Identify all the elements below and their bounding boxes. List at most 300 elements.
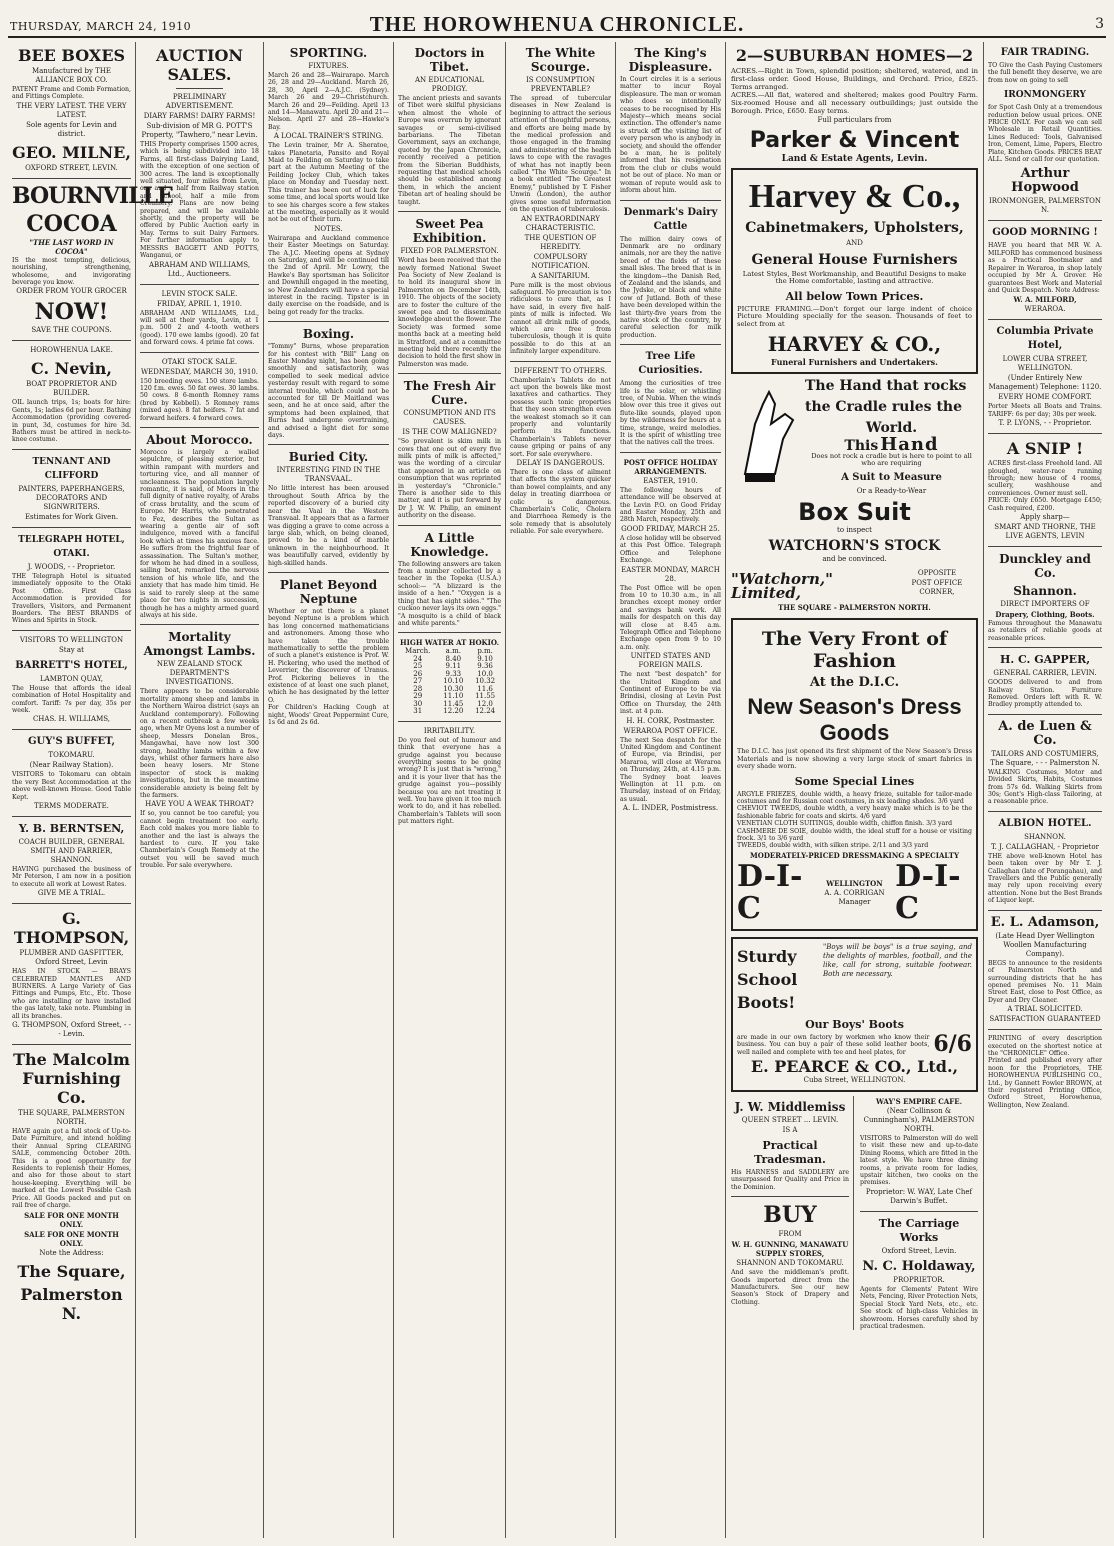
- harvey-below: All below Town Prices.: [785, 289, 924, 303]
- boots-ours: Our Boys' Boots: [805, 1017, 904, 1031]
- hand-this: This: [844, 438, 879, 455]
- buy-body: And save the middleman's profit. Goods imported direct from the Manufacturers. See our new Season's Stock of Drapery and Clothing.: [731, 1269, 849, 1306]
- harvey-picture: PICTURE FRAMING.—Don't forget our large indent of choice Picture Moulding specially for the season. Thousands of feet to select from at: [737, 304, 972, 328]
- divider: [398, 211, 501, 212]
- dic-mgr: A. A. CORRIGAN Manager: [824, 888, 885, 906]
- sporting-body: March 26 and 28—Wairarapo. March 26, 28 and 29—Auckland. March 26, 28, 30, April 2—A.J.C. (Sydney). March 26 and 29—Christchurch. March 26 and 29—Feilding. April 13 and 14—Manawatu. April 20 and 21—Nelson. April 27 and 28—Hawke's Bay.: [268, 72, 389, 131]
- tide-cell: 9.10: [477, 654, 493, 663]
- divider: [398, 721, 501, 722]
- tide-header-cell: a.m.: [445, 647, 461, 656]
- tide-header-cell: p.m.: [477, 647, 493, 656]
- tibet-sub: AN EDUCATIONAL PRODIGY.: [414, 76, 485, 93]
- harvey-sub: Cabinetmakers, Upholsters,: [745, 220, 964, 236]
- cocoa-brand-2: COCOA: [26, 210, 117, 237]
- po-body2: A close holiday will be observed at this Post Office. Telegraph Office and Telephone Exchange.: [620, 534, 721, 565]
- irritability-title: IRRITABILITY.: [423, 726, 476, 735]
- divider: [12, 178, 131, 179]
- hand-ad: [731, 378, 978, 612]
- lake-title: HOROWHENUA LAKE.: [30, 346, 113, 355]
- tide-cell: 8.40: [445, 654, 462, 663]
- buy-title: BUY: [763, 1202, 817, 1229]
- buried-city-sub: INTERESTING FIND IN THE TRANSVAAL.: [276, 466, 381, 484]
- deluen-title: A. de Luen & Co.: [998, 718, 1092, 748]
- divider: [988, 910, 1102, 911]
- hand-line-1: The Hand that rocks: [805, 378, 967, 395]
- auction-farms: DIARY FARMS! DAIRY FARMS!: [143, 112, 256, 120]
- fair-name: Arthur Hopwood: [1011, 166, 1079, 196]
- tide-cell: 27: [413, 677, 423, 686]
- freshair-sub2: IS THE COW MALIGNED?: [402, 428, 497, 437]
- po-weraroa: WERAROA POST OFFICE.: [623, 726, 718, 735]
- scourge-notification: COMPULSORY NOTIFICATION.: [531, 252, 590, 270]
- middlemiss-buy-ads: [731, 1096, 854, 1330]
- dic-line-1: ARGYLE FRIEZES, double width, a heavy frieze, suitable for tailor-made costumes and for Russian coat costumes, in six leading shades. 3/6 yard: [737, 790, 972, 805]
- watchorn-opp: OPPOSITE: [917, 569, 957, 578]
- tennant-title: TENNANT AND CLIFFORD: [32, 456, 111, 481]
- deluen-sub: TAILORS AND COSTUMIERS, The Square, - - - Palmerston N.: [990, 749, 1100, 767]
- tide-cell: 12.24: [475, 707, 496, 716]
- po-easter: EASTER, 1910.: [643, 476, 698, 485]
- lake-name: C. Nevin,: [31, 359, 112, 379]
- auction-sub2: Sub-division of MR G. POTT'S Property, "Tawhero," near Levin.: [141, 122, 258, 139]
- hand-stock: WATCHORN'S STOCK: [768, 538, 941, 555]
- divider: [510, 361, 611, 362]
- middlemiss-is: IS A: [782, 1126, 798, 1135]
- column-4: [394, 42, 506, 1538]
- divider: [398, 632, 501, 633]
- gapper-body: GOODS delivered to and from Railway Station. Furniture Removed. Orders left with R. W. Bradley promptly attended to.: [988, 679, 1102, 709]
- barretts-sub: LAMBTON QUAY,: [40, 674, 103, 683]
- divider: [988, 714, 1102, 715]
- suburban-title: 2—SUBURBAN HOMES—2: [735, 46, 974, 65]
- levin-stock-body: ABRAHAM AND WILLIAMS, Ltd., will sell at their yards, Levin, at 1 p.m. 500 2 and 4-tooth wethers (good). 170 ewe lambs (good). 20 fat and forward cows. 4 prime fat cows.: [140, 309, 259, 347]
- tide-cell: 25: [413, 662, 423, 671]
- suburban-homes-ad: [731, 46, 978, 164]
- tide-cell: 26: [413, 669, 423, 678]
- bee-name: GEO. MILNE,: [12, 142, 131, 162]
- scourge-body: The spread of tubercular diseases in New Zealand is beginning to attract the serious attention of thoughtful persons, and efforts are being made by the medical profession and those engaged in the framing and administering of the health laws to cope with the ravages of what has not inaptly been called "The White Scourge." In a book entitled "The Greatest Enemy," published by T. Fisher Unwin (London), the author gives some useful information on the question of tuberculosis.: [510, 95, 611, 214]
- king-body: In Court circles it is a serious matter to incur Royal displeasure. The man or woman who does so intentionally ceases to be recognised by His Majesty—which means social extinction. The offender's name is struck off the visiting list of every person who is anybody in society, and should the offender be a man, he is politely informed that his resignation from the club or clubs would not be out of place. No man or woman of repute would ask to inform about him.: [620, 76, 721, 195]
- buy-addr: SHANNON AND TOKOMARU.: [736, 1259, 844, 1268]
- dic-logo-left: D-I-C: [737, 858, 803, 926]
- dairy-title: Denmark's Dairy Cattle: [623, 206, 718, 232]
- po-good-friday: GOOD FRIDAY, MARCH 25.: [621, 524, 720, 533]
- freshair-sub: CONSUMPTION AND ITS CAUSES.: [403, 409, 496, 427]
- guys-terms: TERMS MODERATE.: [34, 801, 109, 810]
- sweetpea-body: Word has been received that the newly formed National Sweet Pea Society of New Zealand is to hold its inaugural show in Palmerston on December 14th, 1910. The objects of the society are to foster the culture of the sweet pea and to disseminate knowledge about the flower. The Society was formed some months back at a meeting held in Stratford, and at a committee meeting held there recently the decision to hold the first show in Palmerston was made.: [398, 257, 501, 368]
- barretts-visitors: VISITORS TO WELLINGTON: [19, 635, 124, 644]
- watchorn-sq: THE SQUARE - PALMERSTON NORTH.: [778, 603, 931, 613]
- planet-body: Whether or not there is a planet beyond Neptune is a problem which has long concerned mathematicians and astronomers. Among those who have taken the trouble mathematically to settle the problem of such a planet's existence is Prof. W. H. Pickering, who used the method of Leverrier, the discoverer of Uranus. Prof. Pickering believes in the existence of at least one such planet, which he has designated by the letter O.: [268, 607, 389, 704]
- divider: [398, 373, 501, 374]
- dic-lines: Some Special Lines: [794, 774, 915, 788]
- hand-body: Does not rock a cradle but is here to point to all who are requiring: [811, 451, 972, 467]
- middlemiss-pt: Practical Tradesman.: [754, 1139, 826, 1167]
- delay-body: There is one class of ailment that affects the system quicker than bowel complaints, and any delay in treating diarrhoea or colic is dangerous. Chamberlain's Colic, Cholera and Diarrhoea Remedy is the sole remedy that is absolutely reliable. For sale everywhere.: [510, 469, 611, 536]
- bee-latest: THE VERY LATEST. THE VERY LATEST.: [16, 101, 127, 119]
- columbia-title: Columbia Private Hotel,: [996, 326, 1094, 352]
- malcolm-sub: THE SQUARE, PALMERSTON NORTH.: [18, 1109, 125, 1127]
- divider: [988, 433, 1102, 434]
- lake-sub: BOAT PROPRIETOR AND BUILDER.: [26, 380, 117, 398]
- malcolm-body: HAVE again got a full stock of Up-to-Date Furniture, and intend holding their Annual Spring CLEARING SALE, commencing October 20th. This is a good opportunity for Residents to replenish their Homes, and also for those about to start house-keeping. Everything will be marked at the Lowest Possible Cash Price. All Goods packed and put on rail free of charge.: [12, 1128, 131, 1210]
- tide-cell: 10.0: [477, 669, 493, 678]
- divider: [988, 1029, 1102, 1030]
- auction-body: THIS Property comprises 1500 acres, which is being subdivided into 18 Farms, all first-class Dairying Land, with the exception of one section of 300 acres. The land is exceptionally well situated, four miles from Levin, one and a half from Railway station and School, half a mile from Creamery. Plans are now being prepared, and will be available shortly, and the property will be offered by Public Auction early in May. Terms to suit Dairy Farmers. For further information apply to MESSRS BAGGETT AND POTTS, Wanganui, or: [140, 141, 259, 260]
- tide-cell: 10.10: [443, 677, 464, 686]
- gapper-sub: GENERAL CARRIER, LEVIN.: [993, 669, 1097, 678]
- freshair-title: The Fresh Air Cure.: [403, 379, 496, 408]
- dic-city: WELLINGTON: [826, 878, 883, 888]
- dic-line-5: TWEEDS, double width, with silken stripe. 2/11 and 3/3 yard: [737, 842, 929, 850]
- tide-cell: 9.11: [445, 662, 462, 671]
- otaki-stock-title: OTAKI STOCK SALE.: [161, 357, 238, 366]
- harvey-sub2: General House Furnishers: [751, 252, 958, 268]
- deluen-body: WALKING Costumes, Motor and Divided Skirts, Habits, Costumes from 57s 6d. Walking Skirts from 30s; Gent's High-class Tailoring, at a reasonable price.: [988, 768, 1102, 806]
- notes-title: NOTES.: [314, 224, 343, 233]
- sweetpea-title: Sweet Pea Exhibition.: [412, 217, 487, 246]
- watchorn-title: "Watchorn," Limited,: [731, 570, 833, 603]
- dunckley-town: Shannon.: [1013, 583, 1077, 598]
- column-5: [506, 42, 616, 1538]
- trainer-title: A LOCAL TRAINER'S STRING.: [273, 132, 384, 141]
- scourge-title: The White Scourge.: [525, 46, 596, 74]
- suburban-item-2: ACRES.—All flat, watered and sheltered; makes good Poultry Farm. Six-roomed House and all necessary outbuildings; just outside the Borough. Price, £650. Easy terms.: [731, 91, 978, 115]
- hand-ready: Or a Ready-to-Wear: [856, 487, 927, 496]
- hand-inspect: to inspect: [837, 526, 872, 535]
- hotel-prop: J. WOODS, - - Proprietor.: [27, 562, 116, 571]
- tide-cell: 30: [413, 699, 423, 708]
- mortality-body: There appears to be considerable mortality among sheep and lambs in the Northern Wairoa district (says an Auckland contemporary). Following on a recent outbreak a few weeks ago, when Mr Oyens lost a number of sheep, Messrs Donelan Bros., Mangawhai, have now lost 300 strong, healthy lambs within a few days, whilst other farmers have also been heavy losers. Mr Stone inspector of stock is making investigations, but in the meantime considerable anxiety is being felt by the farmers.: [140, 688, 259, 799]
- delay-title: DELAY IS DANGEROUS.: [516, 459, 605, 468]
- cocoa-ad: [12, 182, 173, 336]
- bee-addr: OXFORD STREET, LEVIN.: [25, 163, 118, 172]
- boxing-title: Boxing.: [302, 327, 355, 342]
- albion-sub: SHANNON.: [1024, 832, 1066, 841]
- hotel-body: THE Telegraph Hotel is situated immediately opposite to the Otaki Post Office. First Class Accommodation is provided for Travellers, Visitors, and Permanent Boarders. The BEST BRANDS of Wines and Spirits in Stock.: [12, 572, 131, 625]
- dunckley-title: Dunckley and Co.: [999, 551, 1091, 580]
- morning-name: W. A. MILFORD,: [1013, 295, 1077, 305]
- snip-price: PRICE: Only £650. Mortgage £450; Cash required, £200.: [988, 497, 1102, 512]
- carriage-body: Agents for Clements' Patent Wire Nets, Fencing, River Protection Nets, Special Stock Yard Nets, etc., etc. See stock of high-class Vehicles in showroom. Horses carefully shod by practical tradesmen.: [860, 1285, 978, 1330]
- suburban-item-1: ACRES.—Right in Town, splendid position; sheltered, watered, and in first-class order. Good House, Buildings, and Orchard. Price, £825. Terms arranged.: [731, 67, 978, 91]
- divider: [620, 452, 721, 453]
- others-title: DIFFERENT TO OTHERS.: [514, 366, 607, 375]
- barretts-name: CHAS. H. WILLIAMS,: [32, 715, 111, 724]
- masthead: [8, 6, 1106, 38]
- divider: [12, 816, 131, 817]
- tide-cell: 11.45: [443, 699, 464, 708]
- malcolm-sale-2: SALE FOR ONE MONTH ONLY.: [24, 1229, 119, 1248]
- berntsen-body: HAVING purchased the business of Mr Peterson, I am now in a position to execute all work at Lowest Rates.: [12, 865, 131, 888]
- harvey-title: Harvey & Co.,: [748, 178, 961, 215]
- berntsen-sub: COACH BUILDER, GENERAL SMITH AND FARRIER, SHANNON.: [18, 837, 125, 864]
- po-title: POST OFFICE HOLIDAY ARRANGEMENTS.: [623, 457, 718, 476]
- divider: [176, 88, 224, 89]
- adamson-body: BEGS to announce to the residents of Palmerston North and surrounding districts that he has opened premises No. 11 Main Street East, close to Post Office, as Dyer and Dry Cleaner.: [988, 959, 1102, 1004]
- harvey-sub3: Funeral Furnishers and Undertakers.: [771, 357, 938, 368]
- planet-title: Planet Beyond Neptune: [279, 577, 378, 606]
- po-us-mails: UNITED STATES AND FOREIGN MAILS.: [630, 652, 711, 670]
- notes-body: Wairarapa and Auckland commence their Easter Meetings on Saturday. The A.J.C. Meeting opens at Sydney on Saturday, and will be continued till the 2nd of April. Mr Lowry, the Hawke's Bay sportsman has Solicitor and Downhill engaged in the meeting, so New Zealanders will have a special interest in the racing. Tipster is in daily exercise on the roadside, and is being got ready for the tracks.: [268, 234, 389, 316]
- malcolm-sale-1: SALE FOR ONE MONTH ONLY.: [24, 1210, 119, 1229]
- bottom-ads-row: [731, 1096, 978, 1330]
- hacking-cough-ad: For Children's Hacking Cough at night, Woods' Great Peppermint Cure, 1s 6d and 2s 6d.: [268, 704, 389, 727]
- sporting-title: SPORTING.: [289, 46, 368, 60]
- morning-sub: WERAROA.: [1024, 305, 1066, 314]
- middlemiss-title: J. W. Middlemiss: [734, 1100, 846, 1115]
- hand-line-3: World.: [865, 420, 918, 437]
- thompson-title: G. THOMPSON,: [13, 909, 130, 948]
- harvey-ad: [731, 168, 978, 374]
- bee-body: PATENT Frame and Comb Formation, and Fittings Complete.: [12, 86, 131, 101]
- hand-box-suit: Box Suit: [798, 498, 911, 527]
- thompson-sub: PLUMBER AND GASFITTER, Oxford Street, Levin: [19, 949, 124, 967]
- adamson-title: E. L. Adamson,: [990, 914, 1100, 930]
- others-body: Chamberlain's Tablets do not act upon the bowels like most laxatives and cathartics. They possess such tonic properties that they soon strengthen even the weakest stomach so it can properly and voluntarily perform its functions. Chamberlain's Tablets never cause griping or pains of any sort. For sale everywhere.: [510, 376, 611, 458]
- columbia-prop: T. P. LYONS, - - Proprietor.: [998, 419, 1092, 428]
- columbia-sub: LOWER CUBA STREET, WELLINGTON.: [1002, 355, 1088, 373]
- divider: [988, 647, 1102, 648]
- tide-cell: 29: [413, 692, 423, 701]
- barretts-stay: Stay at: [59, 645, 84, 654]
- trainer-body: The Levin trainer, Mr A. Sheratoe, takes Planetaria, Pansito and Royal Maid to Feilding on Saturday to take part at the Autumn Meeting of the Feilding Jockey Club, which takes place on Monday and Tuesday next. This trainer has been out of luck for some time, and local sports would like to see his charges score a few stakes at the meeting, especially as it would not be out of their turn.: [268, 142, 389, 224]
- levin-stock-title: LEVIN STOCK SALE.: [161, 289, 238, 298]
- tide-cell: 12.0: [477, 699, 493, 708]
- malcolm-ad: [12, 1050, 131, 1322]
- weak-throat-body: If so, you cannot be too careful; you cannot begin treatment too early. Each cold makes you more liable to another and the last is always the hardest to cure. If you take Chamberlain's Cough Remedy at the outset you will be saved much trouble. For sale everywhere.: [140, 810, 259, 870]
- auction-title: AUCTION SALES.: [155, 46, 244, 84]
- bee-boxes-ad: [12, 46, 131, 173]
- hotel-title: TELEGRAPH HOTEL, OTAKI.: [18, 534, 125, 559]
- suburban-firmsub: Land & Estate Agents, Levin.: [781, 154, 928, 164]
- boots-body: are made in our own factory by workmen who know their business. You can buy a pair of these solid leather boots, well nailed and complete with tee and heel plates, for: [737, 1033, 930, 1056]
- hand-hand: Hand: [880, 434, 939, 456]
- columbia-every: EVERY HOME COMFORT.: [998, 393, 1092, 402]
- dic-body: The D.I.C. has just opened its first shipment of the New Season's Dress Materials and is now showing a very large stock of smart fabrics in every shade worn.: [737, 747, 972, 771]
- tennant-est: Estimates for Work Given.: [24, 512, 119, 521]
- column-6: [616, 42, 726, 1538]
- mortality-title: Mortality Amongst Lambs.: [143, 630, 256, 659]
- column-2: [136, 42, 264, 1538]
- lake-body: OIL launch trips, 1s; boats for hire: Gents, 1s; ladies 6d per hour. Bathing Accommodation (providing covered-in punt, 3d, costumes for hire 3d. Bathers must be attired in neck-to-knee costume.: [12, 399, 131, 444]
- fair-body: TO Give the Cash Paying Customers the full benefit they deserve, we are from now on going to sell: [988, 62, 1102, 84]
- divider: [12, 449, 131, 450]
- dic-at: At the D.I.C.: [809, 675, 900, 691]
- morning-title: GOOD MORNING !: [992, 227, 1098, 239]
- harvey-and: AND: [846, 239, 863, 247]
- snip-agent: SMART AND THORNE, THE LIVE AGENTS, LEVIN: [994, 522, 1096, 540]
- columbia-body: Porter Meets all Boats and Trains. TARIFF: 6s per day; 30s per week.: [988, 403, 1102, 418]
- empire-sub: (Near Collinson & Cunningham's), PALMERSTON NORTH.: [863, 1107, 975, 1134]
- middlemiss-sub: QUEEN STREET ... LEVIN.: [741, 1116, 839, 1125]
- guys-body: VISITORS to Tokomaru can obtain the very Best Accommodation at the above well-known House. Good Table Kept.: [12, 771, 131, 801]
- column-7: [726, 42, 984, 1538]
- boots-l3: Boots!: [737, 992, 796, 1012]
- auction-agent: ABRAHAM AND WILLIAMS, Ltd., Auctioneers.: [148, 260, 251, 278]
- suburban-full: Full particulars from: [817, 116, 892, 124]
- barretts-body: The House that affords the ideal combination of Hotel Hospitality and comfort. Tariff: 7s per day, 35s per week.: [12, 684, 131, 714]
- printing-notice: PRINTING of every description executed on the shortest notice at the "CHRONICLE" Office.: [988, 1035, 1102, 1057]
- fair-body2: for Spot Cash Only at a tremendous reduction below usual prices. ONE PRICE ONLY. For cash we can sell Wholesale in Retail Quantities. Lines Reduced: Tools, Galvanised Iron, Cement, Lime, Papers, Electro Plate, Kitchen Goods. PRICES BEAT ALL. Send or call for our quotation.: [988, 104, 1102, 164]
- boots-addr: Cuba Street, WELLINGTON.: [803, 1076, 906, 1085]
- scourge-sub: IS CONSUMPTION PREVENTABLE?: [526, 76, 595, 93]
- cocoa-now: NOW!: [34, 299, 109, 326]
- issue-date: THURSDAY, MARCH 24, 1910: [10, 20, 192, 33]
- malcolm-addr-1: The Square,: [17, 1261, 126, 1281]
- tree-body: Among the curiosities of tree life is the solar, or whistling tree, of Nubia. When the winds blow over this tree it gives out flute-like sounds, played upon by the wilderness for hours at a time, strange, weird melodies. It is the spirit of whistling tree that the natives call the trees.: [620, 380, 721, 447]
- dic-title: The Very Front of Fashion: [761, 628, 948, 673]
- divider: [620, 344, 721, 345]
- lake-ad: [12, 346, 131, 443]
- empire-body: VISITORS to Palmerston will do well to visit these new and up-to-date Dining Rooms, which are fitted in the latest style. We have three dining rooms, a private room for ladies, upstair kitchen, two cooks on the premises.: [860, 1135, 978, 1187]
- divider: [12, 903, 131, 904]
- harvey-name2: HARVEY & CO.,: [767, 332, 942, 357]
- knowledge-title: A Little Knowledge.: [410, 530, 489, 559]
- mortality-sub: NEW ZEALAND STOCK DEPARTMENT'S INVESTIGATIONS.: [156, 660, 243, 687]
- buy-name: W. H. GUNNING, MANAWATU SUPPLY STORES,: [731, 1240, 849, 1259]
- column-8: [984, 42, 1106, 1538]
- empire-carriage-ads: [860, 1096, 978, 1330]
- po-body4: The next "best despatch" for the United Kingdom and Continent of Europe to be via Brindisi, closing at Levin Post Office on Thursday, the 24th inst. at 4 p.m.: [620, 671, 721, 716]
- tennant-ad: [12, 455, 131, 522]
- dunckley-body: Famous throughout the Manawatu as retailers of reliable goods at reasonable prices.: [988, 619, 1102, 642]
- morning-body: HAVE you heard that MR W. A. MILFORD has commenced business as a Practical Bootmaker and Repairer in Weraroa, in shop lately occupied by Mr A. Grover. He guarantees Best Work and Material and Quick Despatch. Note Address:: [988, 242, 1102, 294]
- bee-title: BEE BOXES: [17, 46, 126, 65]
- tide-row: [398, 708, 501, 716]
- tide-cell: 11.10: [443, 692, 464, 701]
- empire-title: WAY'S EMPIRE CAFE.: [875, 1097, 963, 1107]
- freshair-body: "So prevalent is skim milk in cows that one out of every five milk pints of milk is affected," was the wording of a circular that appeared in an article on consumption that was reprinted in yesterday's "Chronicle." There is another side to this matter, and it is put forward by Dr J. W. W. Philip, an eminent authority on the disease.: [398, 438, 501, 520]
- berntsen-ad: [12, 822, 131, 898]
- boots-l2: School: [737, 969, 798, 989]
- irritability-body: Do you feel out of humour and think that everyone has a grudge against you because everything seems to be going wrong? It is just that is "wrong," and it is your liver that has the grudge against you—possibly because you are not treating it well. You have given it too much work to do, and it has rebelled. Chamberlain's Tablets will soon put matters right.: [398, 736, 501, 826]
- dic-ad: [731, 618, 978, 930]
- boots-price: 6/6: [933, 1031, 972, 1058]
- tide-cell: 9.36: [477, 662, 493, 671]
- malcolm-note: Note the Address:: [39, 1248, 104, 1257]
- guys-title: GUY'S BUFFET,: [28, 736, 115, 748]
- snip-apply: Apply sharp—: [1020, 512, 1070, 521]
- tibet-title: Doctors in Tibet.: [414, 46, 485, 74]
- thompson-body: HAS IN STOCK — BRAYS CELEBRATED MANTLES AND BURNERS. A Large Variety of Gas Fittings and Pumps, Etc., Etc. Those who are installing or have installed the gas lately, take note. Plumbing in all its branches.: [12, 968, 131, 1020]
- weak-throat-title: HAVE YOU A WEAK THROAT?: [145, 800, 254, 809]
- columbia-sub2: (Under Entirely New Management) Telephone: 1120.: [988, 374, 1102, 392]
- hand-line-2: the Cradle rules the: [805, 399, 962, 416]
- gapper-title: H. C. GAPPER,: [999, 653, 1091, 667]
- guys-sub: TOKOMARU.: [48, 751, 95, 760]
- carriage-sub: Oxford Street, Levin.: [881, 1246, 957, 1255]
- divider: [12, 630, 131, 631]
- po-body3: The Post Office will be open from 10 to 10.30 a.m., in all branches except money order and savings bank work. All mails for despatch on this day will close at 8.45 a.m. Telegraph Office and Telephone Exchange open from 9 to 10 a.m. only.: [620, 584, 721, 651]
- scourge-extra: AN EXTRAORDINARY CHARACTERISTIC.: [521, 214, 600, 232]
- newspaper-title: THE HOROWHENUA CHRONICLE.: [369, 12, 745, 36]
- cocoa-body: IS the most tempting, delicious, nourishing, strengthening, wholesome, and invigorating beverage you know.: [12, 256, 131, 287]
- divider: [140, 284, 259, 285]
- sporting-sub: FIXTURES.: [308, 62, 349, 70]
- tide-cell: 31: [413, 707, 423, 716]
- divider: [268, 321, 389, 322]
- page-number: 3: [1095, 16, 1104, 32]
- thompson-name: G. THOMPSON, Oxford Street, - - - Levin.: [12, 1021, 131, 1039]
- divider: [398, 525, 501, 526]
- telegraph-hotel-ad: [12, 533, 131, 625]
- cocoa-order: ORDER FROM YOUR GROCER: [16, 287, 127, 296]
- snip-body: ACRES first-class Freehold land. All ploughed, water-race running through; new house of 4 rooms, scullery, washhouse and conveniences. Owner must sell.: [988, 460, 1102, 497]
- dairy-body: The million dairy cows of Denmark are no ordinary animals, nor are they the native breed of the fields of these small isles. The breed that is in the kingdom—the Danish Red, of Zealand and the islands, and the Jydske, or black and white cow of Jutland. Both of these have been developed within the last thirty-five years from the native stock of the country, by careful selection for milk production.: [620, 235, 721, 339]
- cocoa-tagline: "THE LAST WORD IN COCOA": [29, 237, 114, 256]
- boots-quote: "Boys will be boys" is a true saying, and the delights of marbles, football, and the like, call for strong, suitable footwear. Both are necessary.: [823, 942, 972, 978]
- adamson-trial: A TRIAL SOLICITED.: [1007, 1005, 1083, 1014]
- divider: [12, 527, 131, 528]
- morocco-body: Morocco is largely a walled sepulchre, of pleasing exterior, but within rampant with murders and torturing vice, and all manner of uncleanness. The population largely romantic, it is said, of Moors in the full dignity of native royalty, of Arabs of crass brutality, and the scum of Europe. Mr Harris, who penetrated to Fez, describes the Sultan as wearing a gentle air of soft indulgence, moved with a fanciful look which at times his anxious face. He suffers from the frightful fear of assassination. The Sultan's mother, for whom he had dined in a soulless, sailing boat, remarked the nervous tension of his whole life, and the anxiety that has made him timid. He is said to rarely sleep at the same place for two nights in succession, though he has a mighty armed guard always at his side.: [140, 448, 259, 619]
- dic-mod: MODERATELY-PRICED DRESSMAKING A SPECIALTY: [750, 850, 959, 860]
- carriage-name: N. C. Holdaway,: [862, 1258, 976, 1274]
- divider: [12, 340, 131, 341]
- hand-conv: and be convinced.: [822, 555, 887, 564]
- po-body5: The next Sea despatch for the United Kingdom and Continent of Europe, via Brindisi, per Mararoa, will close at Weraroa on Thursday, 24th, at 4.15 p.m. The Sydney boat leaves Wellington at 11 p.m. on Thursday, instead of on Friday, as usual.: [620, 736, 721, 803]
- divider: [140, 352, 259, 353]
- divider: [988, 220, 1102, 221]
- pearce-boots-ad: [731, 937, 978, 1092]
- divider: [268, 572, 389, 573]
- tide-cell: 11.6: [477, 684, 493, 693]
- dunckley-sub2: Drapery, Clothing, Boots.: [995, 609, 1095, 619]
- auction-sub: PRELIMINARY ADVERTISEMENT.: [165, 93, 234, 110]
- tide-table: [398, 648, 501, 716]
- sweetpea-sub: FIXED FOR PALMERSTON.: [400, 247, 499, 256]
- otaki-stock-body: 150 breeding ewes. 150 store lambs. 120 f.m. ewes. 50 fat ewes. 30 lambs. 50 cows. 8 6-month Romney rams (bred by Kebbell). 5 Romney rams (mixed ages). 8 fat heifers. 7 fat and forward heifers. 4 forward cows.: [140, 377, 259, 422]
- divider: [988, 319, 1102, 320]
- middlemiss-body: His HARNESS and SADDLERY are unsurpassed for Quality and Price in the Dominion.: [731, 1169, 849, 1191]
- tide-header-cell: March.: [405, 647, 431, 656]
- imprint: Printed and published every after noon for the Proprietors, THE HOROWHENUA PUBLISHING CO., Ltd., by Gannett Fowler BROWN, at their registered Printing Office, Oxford Street, Horowhenua, Wellington, New Zealand.: [988, 1057, 1102, 1109]
- divider: [140, 427, 259, 428]
- king-title: The King's Displeasure.: [628, 46, 713, 74]
- fair-title: FAIR TRADING.: [1000, 47, 1090, 58]
- divider: [988, 546, 1102, 547]
- barretts-ad: [12, 636, 131, 725]
- divider: [268, 444, 389, 445]
- column-3: [264, 42, 394, 1538]
- divider: [140, 624, 259, 625]
- divider: [860, 1211, 978, 1212]
- carriage-prop: PROPRIETOR.: [893, 1275, 945, 1284]
- dic-line-2: CHEVIOT TWEEDS, double width, a very heavy make which is to be the fashionable fabric for coats and skirts. 4/6 yard: [737, 805, 972, 820]
- dic-line-4: CASHMERE DE SOIE, double width, the ideal stuff for a house or visiting frock. 3/1 to 3/6 yard: [737, 827, 972, 842]
- fair-iron: IRONMONGERY: [1004, 90, 1086, 101]
- guys-buffet-ad: [12, 735, 131, 811]
- tide-cell: 10.32: [475, 677, 496, 686]
- malcolm-addr-2: Palmerston N.: [20, 1284, 123, 1323]
- dic-big: New Season's Dress Goods: [747, 694, 962, 746]
- buy-from: FROM: [778, 1230, 802, 1239]
- carriage-title: The Carriage Works: [878, 1216, 960, 1244]
- buried-city-title: Buried City.: [288, 450, 369, 465]
- tree-title: Tree Life Curiosities.: [638, 351, 703, 377]
- po-signature: H. H. CORK, Postmaster.: [626, 716, 715, 725]
- tide-cell: 28: [413, 684, 423, 693]
- divider: [620, 200, 721, 201]
- bee-agents: Sole agents for Levin and district.: [26, 120, 117, 138]
- watchorn-po: POST OFFICE CORNER,: [911, 579, 963, 597]
- hand-illustration-icon: [735, 384, 803, 484]
- buried-city-body: No little interest has been aroused throughout South Africa by the reported discovery of a buried city near the Vaal in the Western Transvaal. It appears that as a farmer was digging a grave to come across a large slab, which, on being cleaned, proved to be a kind of marble unknown in the neighbourhood. It was beautifully carved, evidently by high-skilled hands.: [268, 485, 389, 567]
- fair-sub: IRONMONGER, PALMERSTON N.: [989, 197, 1101, 215]
- knowledge-body: The following answers are taken from a number collected by a teacher in the Topeka (U.S.A.) school:— "A blizzard is the inside of a hen." "Oxygen is a thing that has eight sides." "The cuckoo never lays its own eggs." "A mosquito is a child of black and white parents.": [398, 560, 501, 627]
- dunckley-sub: DIRECT IMPORTERS OF: [1000, 599, 1090, 608]
- berntsen-title: Y. B. BERNTSEN,: [18, 821, 125, 835]
